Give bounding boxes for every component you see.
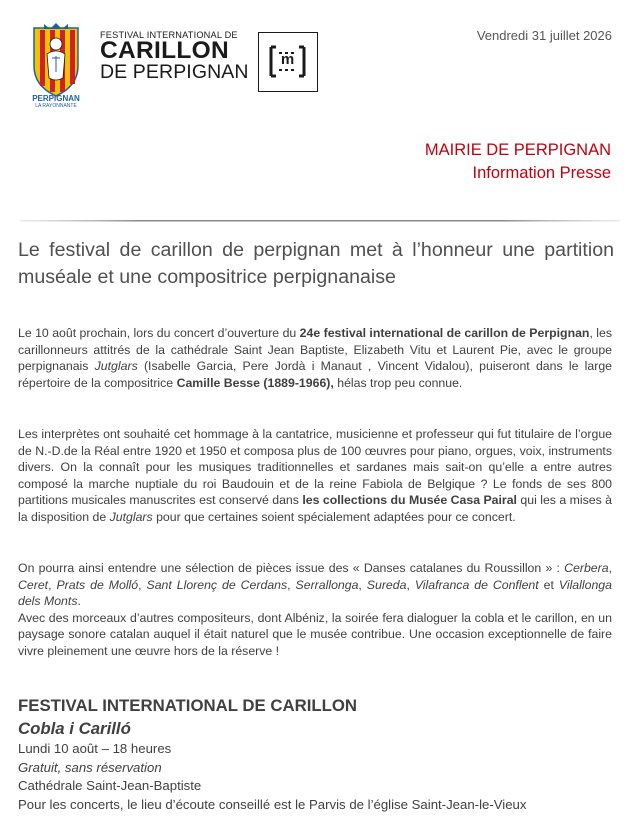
museum-collection-bold: les collections du Musée Casa Pairal: [302, 493, 517, 507]
festival-name-bold: 24e festival international de carillon de Perpignan: [299, 326, 590, 340]
information-presse-label: Information Presse: [472, 164, 611, 182]
perpignan-crest-logo: [30, 22, 82, 110]
press-headline: Le festival de carillon de perpignan met à l’honneur une partition muséale et une compositrice perpignanaise: [18, 239, 614, 288]
dance-title: Cerbera: [564, 561, 609, 575]
museum-logo-letter: m: [280, 51, 295, 68]
dance-title: Prats de Molló: [56, 577, 139, 592]
mairie-title: MAIRIE DE PERPIGNAN: [424, 141, 611, 159]
press-release-date: Vendredi 31 juillet 2026: [476, 28, 612, 43]
paragraph-intro: Le 10 août prochain, lors du concert d’ouverture du 24e festival international de carillon de Perpignan, les carillonneurs attitrés de la cathédrale Saint Jean Baptiste, Elizabeth Vitu et Laurent Pie, avec le groupe perpignanais Jutglars (Isabelle Garcia, Pere Jordà i Manaut , Vincent Vidalou), puiseront dans le large répertoire de la compositrice Camille Besse (1889-1966), hélas trop peu connue.: [18, 326, 612, 390]
festival-logo-line2: CARILLON: [100, 37, 229, 64]
museum-logo: [258, 32, 318, 92]
event-listening-note: Pour les concerts, le lieu d’écoute conseillé est le Parvis de l’église Saint-Jean-le-Vieux: [18, 796, 527, 812]
composer-name-bold: Camille Besse (1889-1966),: [176, 375, 334, 390]
dance-title: Vilafranca de Conflent: [414, 577, 539, 592]
event-venue: Cathédrale Saint-Jean-Baptiste: [18, 778, 202, 793]
dance-title: Sureda: [366, 577, 407, 592]
festival-carillon-logo: [100, 30, 249, 83]
dance-title: Vilallonga dels Monts: [18, 577, 612, 608]
event-title: FESTIVAL INTERNATIONAL DE CARILLON: [18, 696, 358, 715]
crest-subcaption: LA RAYONNANTE: [35, 103, 77, 109]
paragraph-conclusion: Avec des morceaux d’autres compositeurs, dont Albéniz, la soirée fera dialoguer la cobla et le carillon, en un paysage sonore catalan auquel il était naturel que le musée contribue. Une occasion exceptionnelle de faire vivre pleinement une œuvre hors de la réserve !: [18, 610, 612, 658]
festival-logo-line3: DE PERPIGNAN: [100, 61, 249, 83]
jutglars-italic-2: Jutglars: [109, 509, 153, 524]
dance-title: Ceret: [18, 577, 49, 592]
paragraph-hommage: Les interprètes ont souhaité cet hommage à la cantatrice, musicienne et professeur qui fut titulaire de l’orgue de N.-D.de la Réal entre 1920 et 1950 et composa plus de 100 œuvres pour piano, orgues, voix, instruments divers. On la connaît pour les musiques traditionnelles et sardanes mais sait-on qu’elle a entre autres composé la marche nuptiale du roi Baudouin et de la reine Fabiola de Belgique ? Le fonds de ses 800 partitions musicales manuscrites est conservé dans les collections du Musée Casa Pairal qui les a mises à la disposition de Jutglars pour que certaines soient spécialement adaptées pour ce concert.: [18, 427, 612, 524]
crest-caption: PERPIGNAN: [32, 94, 80, 103]
event-subtitle: Cobla i Carilló: [18, 719, 131, 738]
dance-title: Serrallonga: [295, 577, 359, 592]
jutglars-italic: Jutglars: [94, 359, 138, 373]
event-datetime: Lundi 10 août – 18 heures: [18, 741, 172, 756]
header-divider: [20, 209, 620, 211]
paragraph-programme: On pourra ainsi entendre une sélection de pièces issue des « Danses catalanes du Roussillon » : Cerbera, Ceret, Prats de Molló, Sant Llorenç de Cerdans, Serrallonga, Sureda, Vilafranca de Conflent et Vilallonga dels Monts. Avec des morceaux d’autres compositeurs, dont Albéniz, la soirée fera dialoguer la cobla et le carillon, en un paysage sonore catalan auquel il était naturel que le musée contribue. Une occasion exceptionnelle de faire vivre pleinement une œuvre hors de la réserve !: [18, 561, 612, 658]
event-info-block: [18, 695, 618, 814]
dance-title: Sant Llorenç de Cerdans: [146, 577, 288, 592]
festival-logo-line1: FESTIVAL INTERNATIONAL DE: [100, 30, 238, 40]
event-price: Gratuit, sans réservation: [18, 759, 162, 775]
